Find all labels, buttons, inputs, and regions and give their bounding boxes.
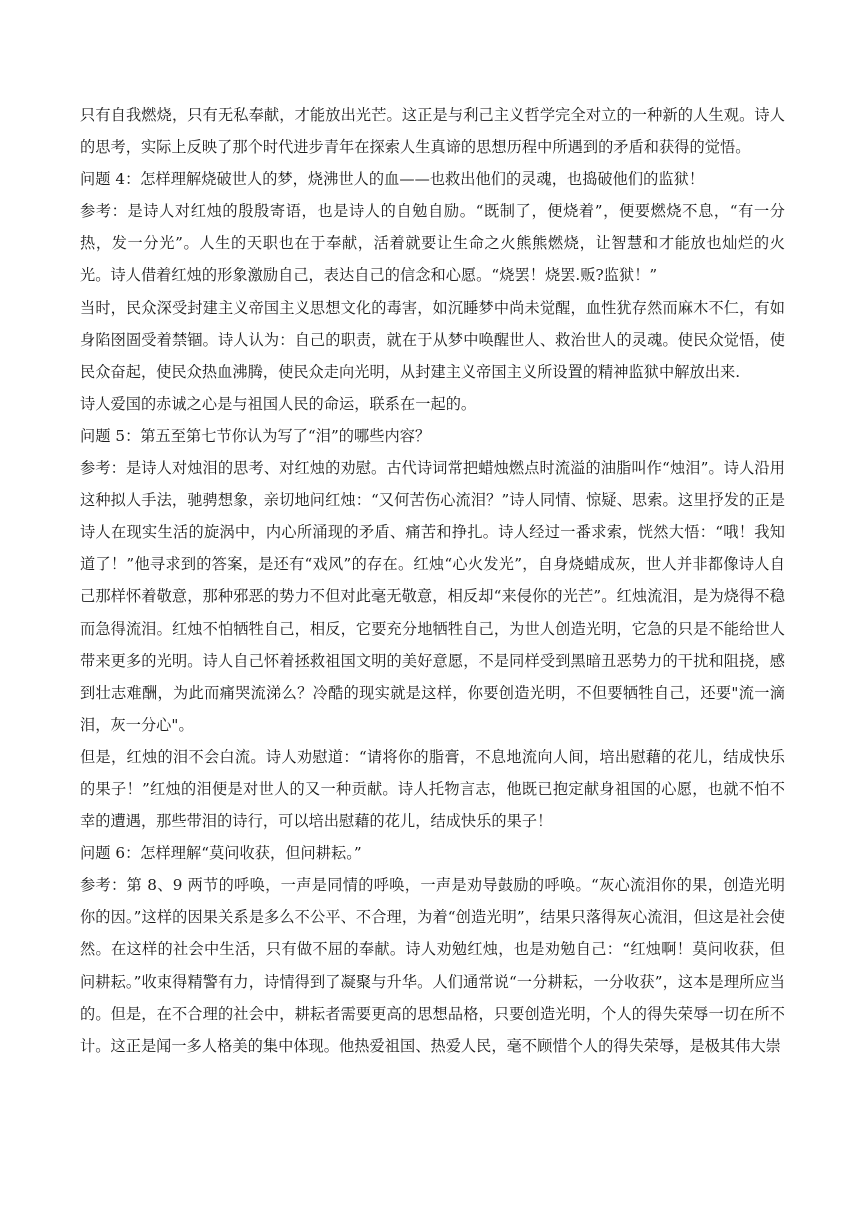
answer-4: 参考：是诗人对红烛的殷殷寄语，也是诗人的自勉自励。“既制了，便烧着”，便要燃烧不息，“有一分热，发一分光”。人生的天职也在于奉献，活着就要让生命之火熊熊燃烧，让智慧和才能放也灿烂的火光。诗人借着红烛的形象激励自己，表达自己的信念和心愿。“烧罢！烧罢.贩?监狱！” <box>80 202 785 285</box>
answer-6: 参考：第 8、9 两节的呼唤，一声是同情的呼唤，一声是劝导鼓励的呼唤。“灰心流泪你的果，创造光明你的因。”这样的因果关系是多么不公平、不合理，为着“创造光明”，结果只落得灰心流泪，但这是社会使然。在这样的社会中生活，只有做不屈的奉献。诗人劝勉红烛，也是劝勉自己：“红烛啊！莫问收获，但问耕耘。”收束得精警有力，诗情得到了凝聚与升华。人们通常说“一分耕耘，一分收获”，这本是理所应当的。但是，在不合理的社会中，耕耘者需要更高的思想品格，只要创造光明，个人的得失荣辱一切在所不计。这正是闻一多人格美的集中体现。他热爱祖国、热爱人民，毫不顾惜个人的得失荣辱，是极其伟大崇 <box>80 876 785 1055</box>
question-4: 问题 4：怎样理解烧破世人的梦，烧沸世人的血——也救出他们的灵魂，也捣破他们的监狱！ <box>80 170 705 189</box>
document-page <box>80 99 785 1062</box>
answer-5: 参考：是诗人对烛泪的思考、对红烛的劝慰。古代诗词常把蜡烛燃点时流溢的油脂叫作“烛泪”。诗人沿用这种拟人手法，驰骋想象，亲切地问红烛：“又何苦伤心流泪？”诗人同情、惊疑、思索。这里抒发的正是诗人在现实生活的旋涡中，内心所涌现的矛盾、痛苦和挣扎。诗人经过一番求索，恍然大悟：“哦！我知道了！”他寻求到的答案，是还有“戏风”的存在。红烛“心火发光”，自身烧蜡成灰，世人并非都像诗人自己那样怀着敬意，那种邪恶的势力不但对此毫无敬意，相反却“来侵你的光芒”。红烛流泪，是为烧得不稳而急得流泪。红烛不怕牺牲自己，相反，它要充分地牺牲自己，为世人创造光明，它急的只是不能给世人带来更多的光明。诗人自己怀着拯救祖国文明的美好意愿，不是同样受到黑暗丑恶势力的干扰和阻挠，感到壮志难酬，为此而痛哭流涕么？冷酷的现实就是这样，你要创造光明，不但要牺牲自己，还要"流一滴泪，灰一分心"。 <box>80 459 785 734</box>
answer-4-summary: 诗人爱国的赤诚之心是与祖国人民的命运，联系在一起的。 <box>80 394 477 413</box>
answer-5-continued: 但是，红烛的泪不会白流。诗人劝慰道：“请将你的脂膏，不息地流向人间，培出慰藉的花儿，结成快乐的果子！”红烛的泪便是对世人的又一种贡献。诗人托物言志，他既已抱定献身祖国的心愿，也就不怕不幸的遭遇，那些带泪的诗行，可以培出慰藉的花儿，结成快乐的果子！ <box>80 747 785 831</box>
question-6: 问题 6：怎样理解“莫问收获，但问耕耘。” <box>80 844 362 863</box>
paragraph-intro-conclusion: 只有自我燃烧，只有无私奉献，才能放出光芒。这正是与利己主义哲学完全对立的一种新的人生观。诗人的思考，实际上反映了那个时代进步青年在探索人生真谛的思想历程中所遇到的矛盾和获得的觉悟。 <box>80 106 785 157</box>
question-5: 问题 5：第五至第七节你认为写了“泪”的哪些内容？ <box>80 426 431 445</box>
answer-4-context: 当时，民众深受封建主义帝国主义思想文化的毒害，如沉睡梦中尚未觉醒，血性犹存然而麻木不仁，有如身陷囹圄受着禁锢。诗人认为：自己的职责，就在于从梦中唤醒世人、救治世人的灵魂。使民众觉悟，使民众奋起，使民众热血沸腾，使民众走向光明，从封建主义帝国主义所设置的精神监狱中解放出来. <box>80 298 785 381</box>
